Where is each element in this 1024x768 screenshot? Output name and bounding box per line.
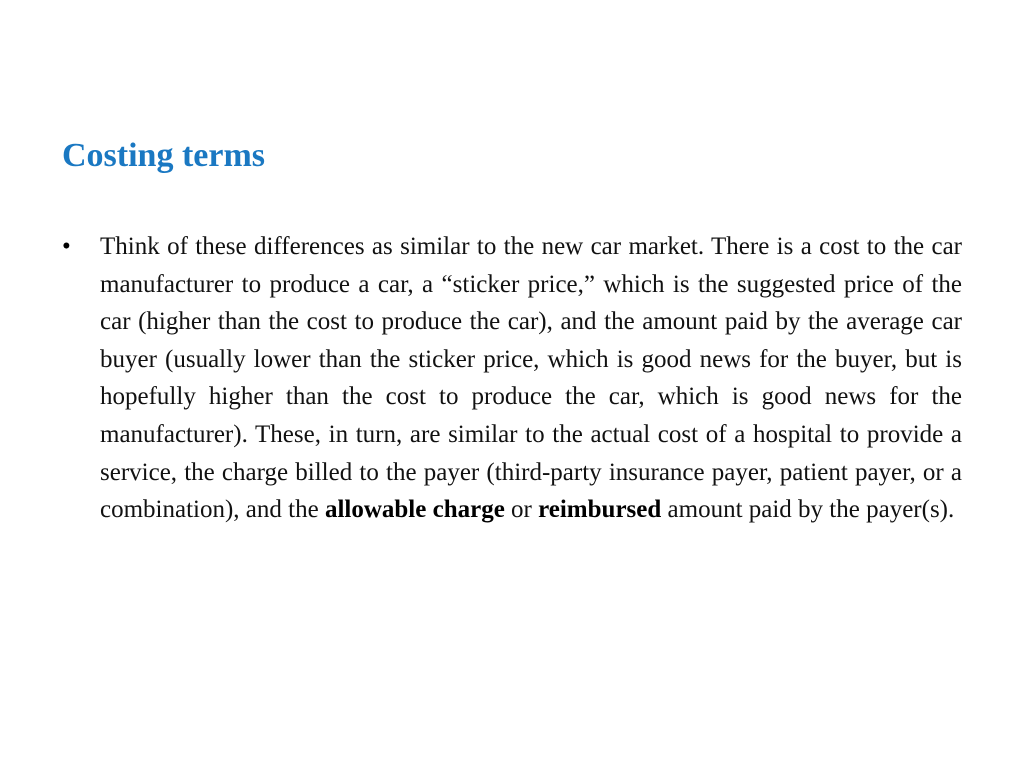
term-allowable-charge: allowable charge (324, 496, 505, 524)
bullet-text-part3: amount paid by the payer(s). (667, 496, 955, 524)
bullet-text (100, 228, 962, 529)
bullet-icon: • (62, 233, 71, 260)
bullet-text-part2: or (511, 496, 532, 524)
bullet-list (62, 228, 962, 529)
bullet-text-part1: Think of these differences as similar to the new car market. There is a cost to the car manufacturer to produce a car, a “sticker price,” which is the suggested price of the car (higher than the cost to produce the car), and the amount paid by the average car buyer (usually lower than the sticker price, which is good news for the buyer, but is hopefully higher than the cost to produce the car, which is good news for the manufacturer). These, in turn, are similar to the actual cost of a hospital to provide a service, the charge billed to the payer (third-party insurance payer, patient payer, or a combination), and the (100, 233, 962, 524)
term-reimbursed: reimbursed (538, 496, 662, 524)
slide-title: Costing terms (62, 137, 266, 174)
bullet-item (62, 228, 962, 529)
